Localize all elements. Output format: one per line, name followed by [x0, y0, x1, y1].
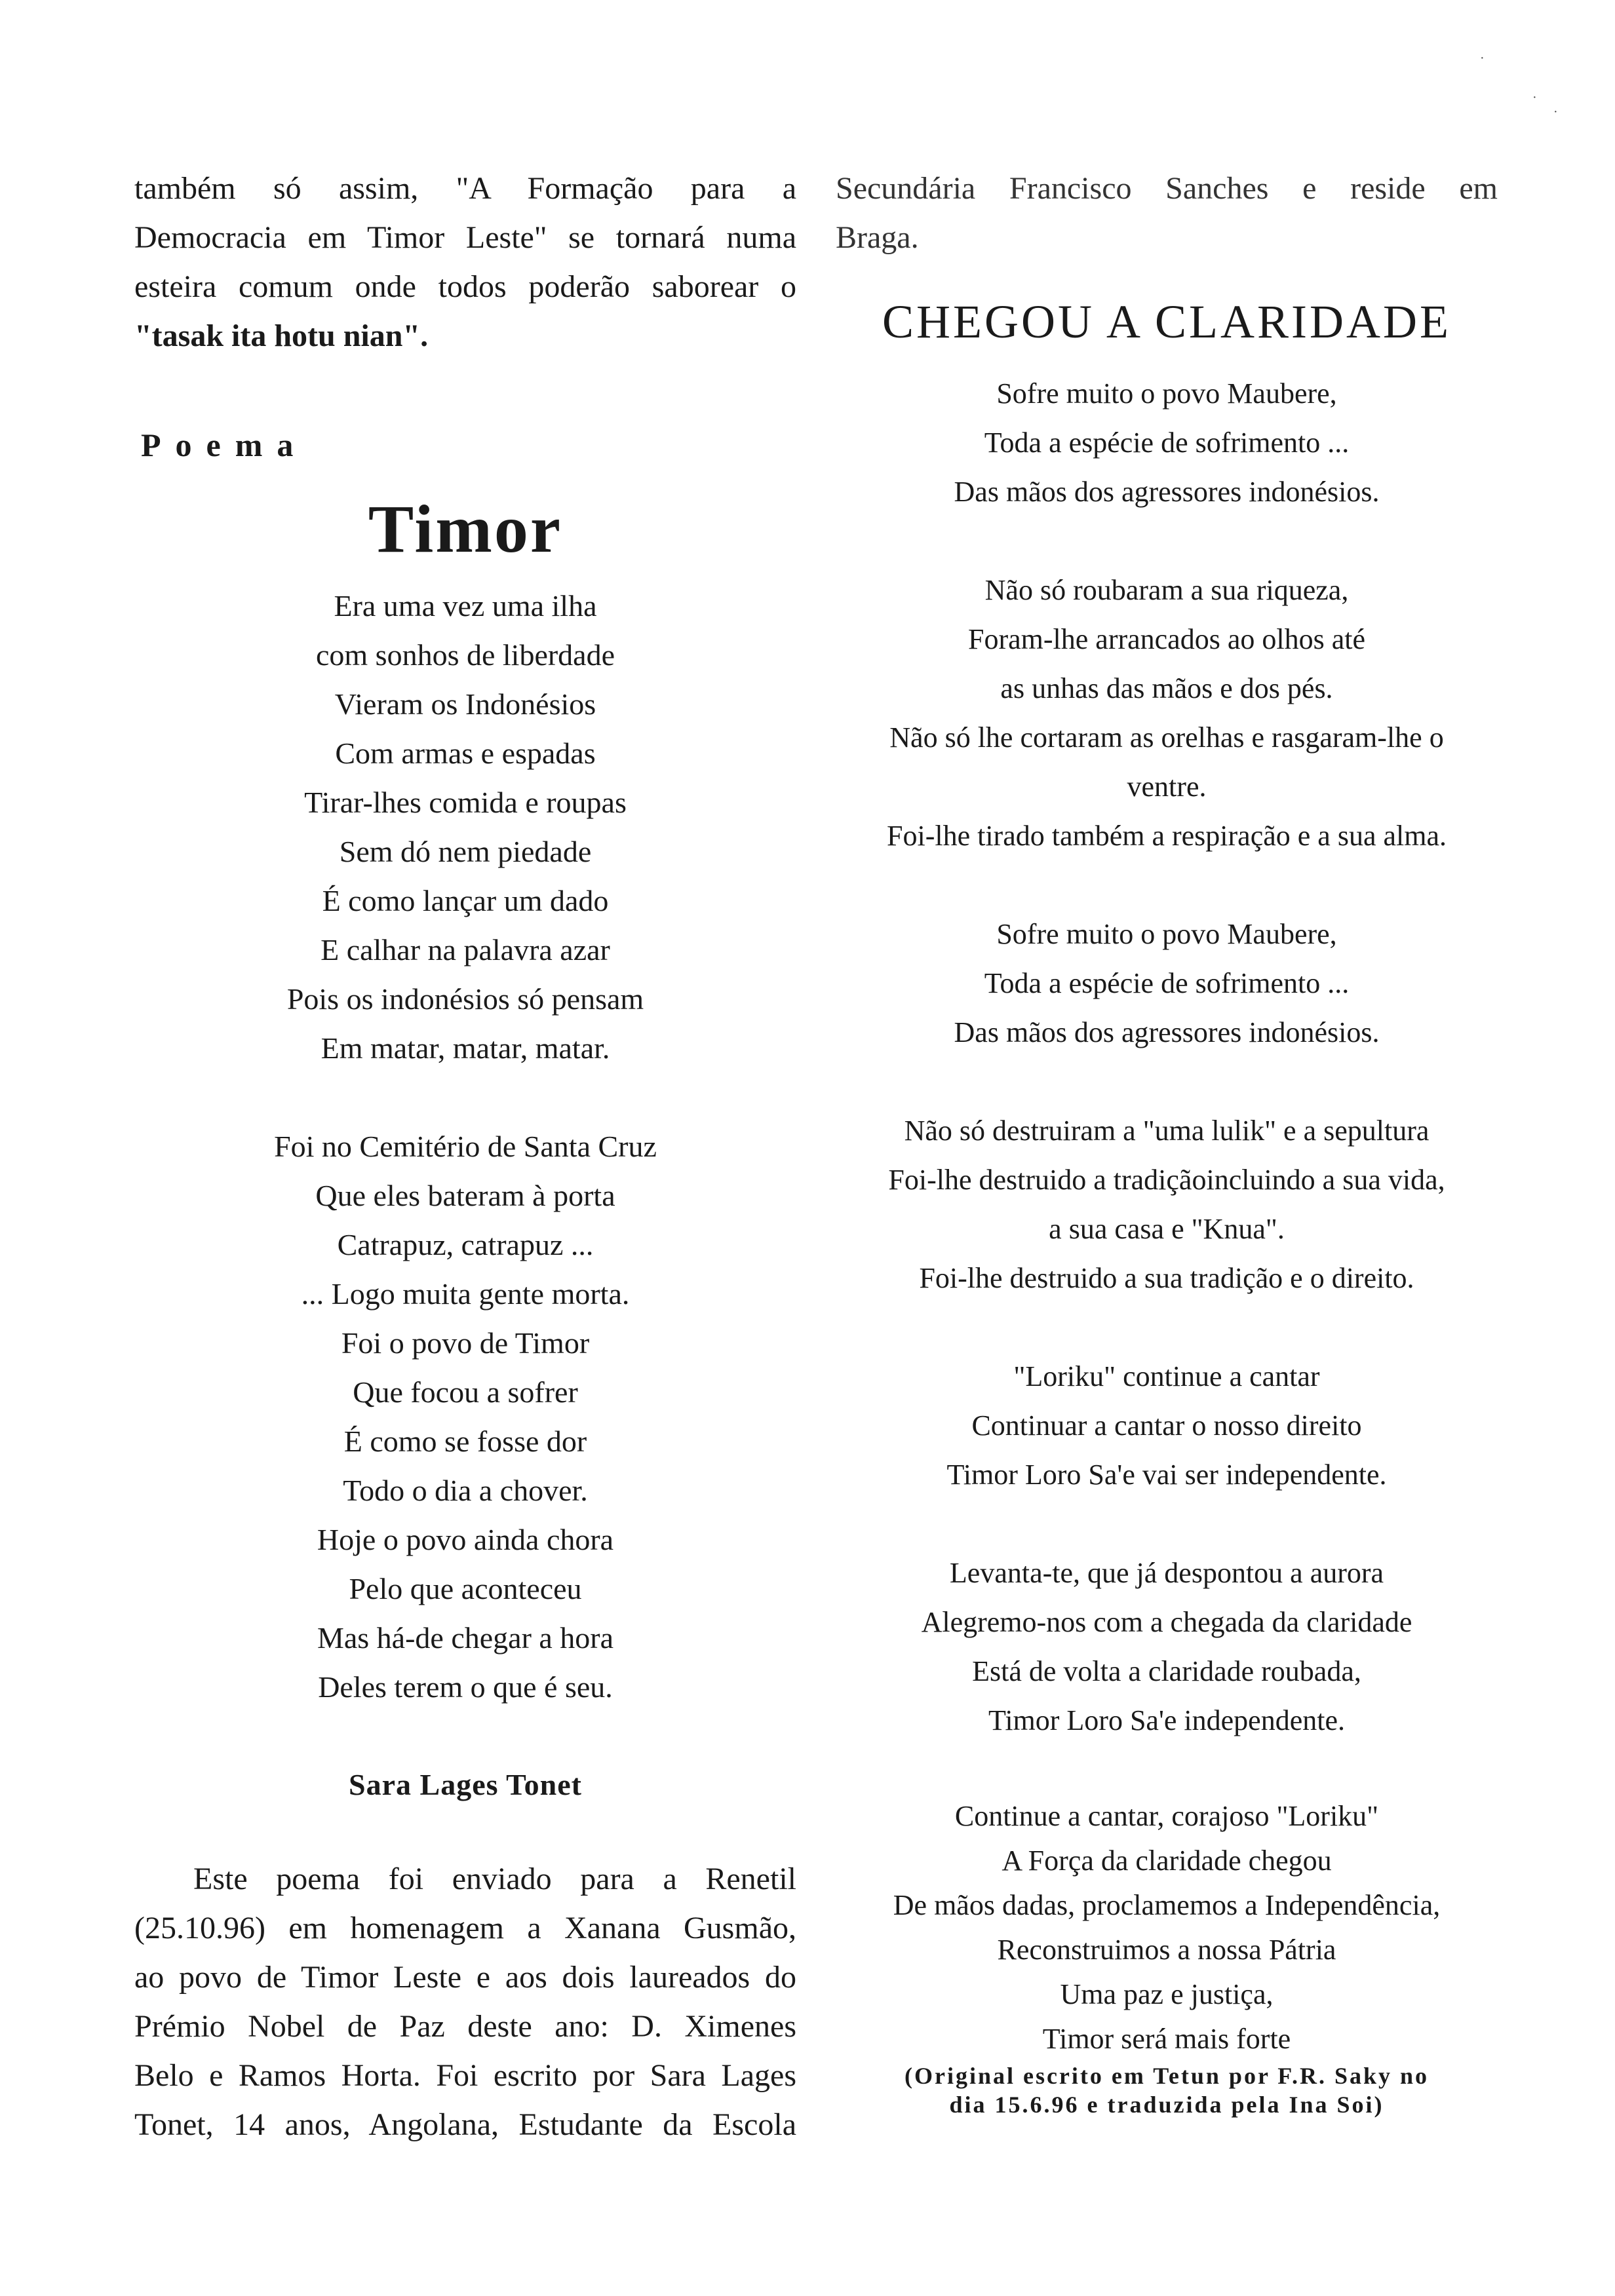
poem-line: Sofre muito o povo Maubere,: [996, 377, 1337, 410]
intro-line-3: esteira comum onde todos poderão saborear o: [134, 269, 796, 304]
poem-line: "Loriku" continue a cantar: [1013, 1360, 1320, 1392]
credit-line-1: (Original escrito em Tetun por F.R. Saky no: [904, 2063, 1430, 2089]
poem-line: Foram-lhe arrancados ao olhos até: [968, 623, 1365, 655]
poem-line: Continuar a cantar o nosso direito: [971, 1409, 1362, 1442]
poem-stanza: [836, 1106, 1498, 1303]
poem-title: Timor: [368, 491, 563, 567]
scan-speck: ·: [1553, 105, 1558, 119]
left-column: [134, 164, 796, 2149]
poem-line: Foi-lhe destruido a tradiçãoincluindo a sua vida,: [888, 1164, 1445, 1196]
intro-line-1: também só assim, "A Formação para a: [134, 171, 796, 206]
poem-line: A Força da claridade chegou: [1002, 1845, 1332, 1877]
scan-speck: ·: [1480, 51, 1485, 66]
poem-line: Todo o dia a chover.: [343, 1474, 588, 1507]
poem-line: Sofre muito o povo Maubere,: [996, 918, 1337, 950]
poem-line: Timor Loro Sa'e vai ser independente.: [946, 1459, 1387, 1491]
poem-line: Continue a cantar, corajoso "Loriku": [954, 1800, 1379, 1832]
poem-stanza-2: [134, 1122, 796, 1712]
poem-line: Não só destruiram a "uma lulik" e a sepultura: [904, 1115, 1430, 1147]
poem-stanza: [836, 1352, 1498, 1499]
poem-stanza: [836, 369, 1498, 516]
poem-line: as unhas das mãos e dos pés.: [1000, 672, 1333, 704]
poem-line: Toda a espécie de sofrimento ...: [984, 967, 1350, 999]
intro-line-4: "tasak ita hotu nian".: [134, 318, 429, 353]
poem-line: De mãos dadas, proclamemos a Independência,: [893, 1889, 1441, 1921]
poem-line: É como se fosse dor: [343, 1425, 587, 1458]
credit-line-2: dia 15.6.96 e traduzida pela Ina Soi): [949, 2092, 1384, 2118]
poem-line: Que focou a sofrer: [353, 1375, 578, 1409]
poem-line: Pois os indonésios só pensam: [286, 982, 644, 1016]
poem-line: Hoje o povo ainda chora: [317, 1523, 614, 1556]
poem-line: Foi o povo de Timor: [341, 1326, 590, 1360]
poem-line: Não só lhe cortaram as orelhas e rasgaram-lhe o: [889, 721, 1444, 754]
poem-line: Levanta-te, que já despontou a aurora: [949, 1557, 1384, 1589]
poem-line: Está de volta a claridade roubada,: [972, 1655, 1361, 1687]
scan-speck: ·: [1532, 90, 1537, 105]
poem-title-right: CHEGOU A CLARIDADE: [882, 296, 1451, 348]
poem-line: Foi-lhe destruido a sua tradição e o direito.: [919, 1262, 1414, 1294]
poem-stanza: [836, 1548, 1498, 1745]
note-line-1: Este poema foi enviado para a Renetil: [193, 1862, 796, 1896]
poem-stanza: [836, 909, 1498, 1057]
poem-line: Pelo que aconteceu: [349, 1572, 582, 1605]
poem-line: Reconstruimos a nossa Pátria: [997, 1934, 1336, 1966]
poem-line: Não só roubaram a sua riqueza,: [984, 574, 1349, 606]
poem-line: Uma paz e justiça,: [1060, 1978, 1274, 2010]
poem-line: Deles terem o que é seu.: [318, 1670, 613, 1704]
intro-paragraph: [134, 164, 796, 360]
poem-stanza: [836, 565, 1498, 860]
poem-line: Catrapuz, catrapuz ...: [337, 1228, 594, 1261]
cont-line-1: Secundária Francisco Sanches e reside em: [836, 171, 1498, 206]
poem-line: a sua casa e "Knua".: [1049, 1213, 1285, 1245]
note-line-6: Tonet, 14 anos, Angolana, Estudante da Escola: [134, 2107, 796, 2142]
note-line-2: (25.10.96) em homenagem a Xanana Gusmão,: [134, 1911, 796, 1945]
poem-line: Que eles bateram à porta: [315, 1179, 615, 1212]
note-line-4: Prémio Nobel de Paz deste ano: D. Ximenes: [134, 2009, 796, 2044]
poem-line: Timor será mais forte: [1042, 2023, 1291, 2055]
poem-line: Tirar-lhes comida e roupas: [304, 786, 627, 819]
note-line-3: ao povo de Timor Leste e aos dois laureados do: [134, 1960, 796, 1995]
poem-line: Vieram os Indonésios: [334, 687, 596, 721]
poem-line: Das mãos dos agressores indonésios.: [954, 476, 1380, 508]
cont-line-2: Braga.: [836, 220, 919, 255]
poem-line: E calhar na palavra azar: [321, 933, 610, 966]
poem-line: Toda a espécie de sofrimento ...: [984, 427, 1350, 459]
poem-line: Das mãos dos agressores indonésios.: [954, 1016, 1380, 1048]
poem-line: ventre.: [1127, 771, 1207, 803]
poem-right-stanzas: [836, 369, 1498, 2061]
poem-line: Com armas e espadas: [335, 737, 596, 770]
poem-author: Sara Lages Tonet: [349, 1768, 582, 1801]
poem-line: Em matar, matar, matar.: [321, 1031, 610, 1065]
poem-line: ... Logo muita gente morta.: [301, 1277, 630, 1311]
poem-line: Mas há-de chegar a hora: [317, 1621, 614, 1655]
poem-line: Timor Loro Sa'e independente.: [988, 1704, 1345, 1736]
poem-credit: [836, 2061, 1498, 2119]
poem-line: Era uma vez uma ilha: [334, 589, 597, 622]
poem-line: Foi-lhe tirado também a respiração e a sua alma.: [887, 820, 1447, 852]
poem-line: com sonhos de liberdade: [315, 638, 615, 672]
poem-stanza-1: [134, 581, 796, 1073]
poem-note: [134, 1854, 796, 2149]
poem-line: Alegremo-nos com a chegada da claridade: [921, 1606, 1412, 1638]
poem-line: É como lançar um dado: [322, 884, 609, 917]
poem-stanza: [836, 1794, 1498, 2061]
poem-line: Foi no Cemitério de Santa Cruz: [274, 1130, 657, 1163]
poem-line: Sem dó nem piedade: [339, 835, 592, 868]
note-line-5: Belo e Ramos Horta. Foi escrito por Sara Lages: [134, 2058, 796, 2093]
section-label: Poema: [141, 427, 308, 463]
intro-line-2: Democracia em Timor Leste" se tornará numa: [134, 220, 796, 255]
right-column: [836, 164, 1498, 2119]
